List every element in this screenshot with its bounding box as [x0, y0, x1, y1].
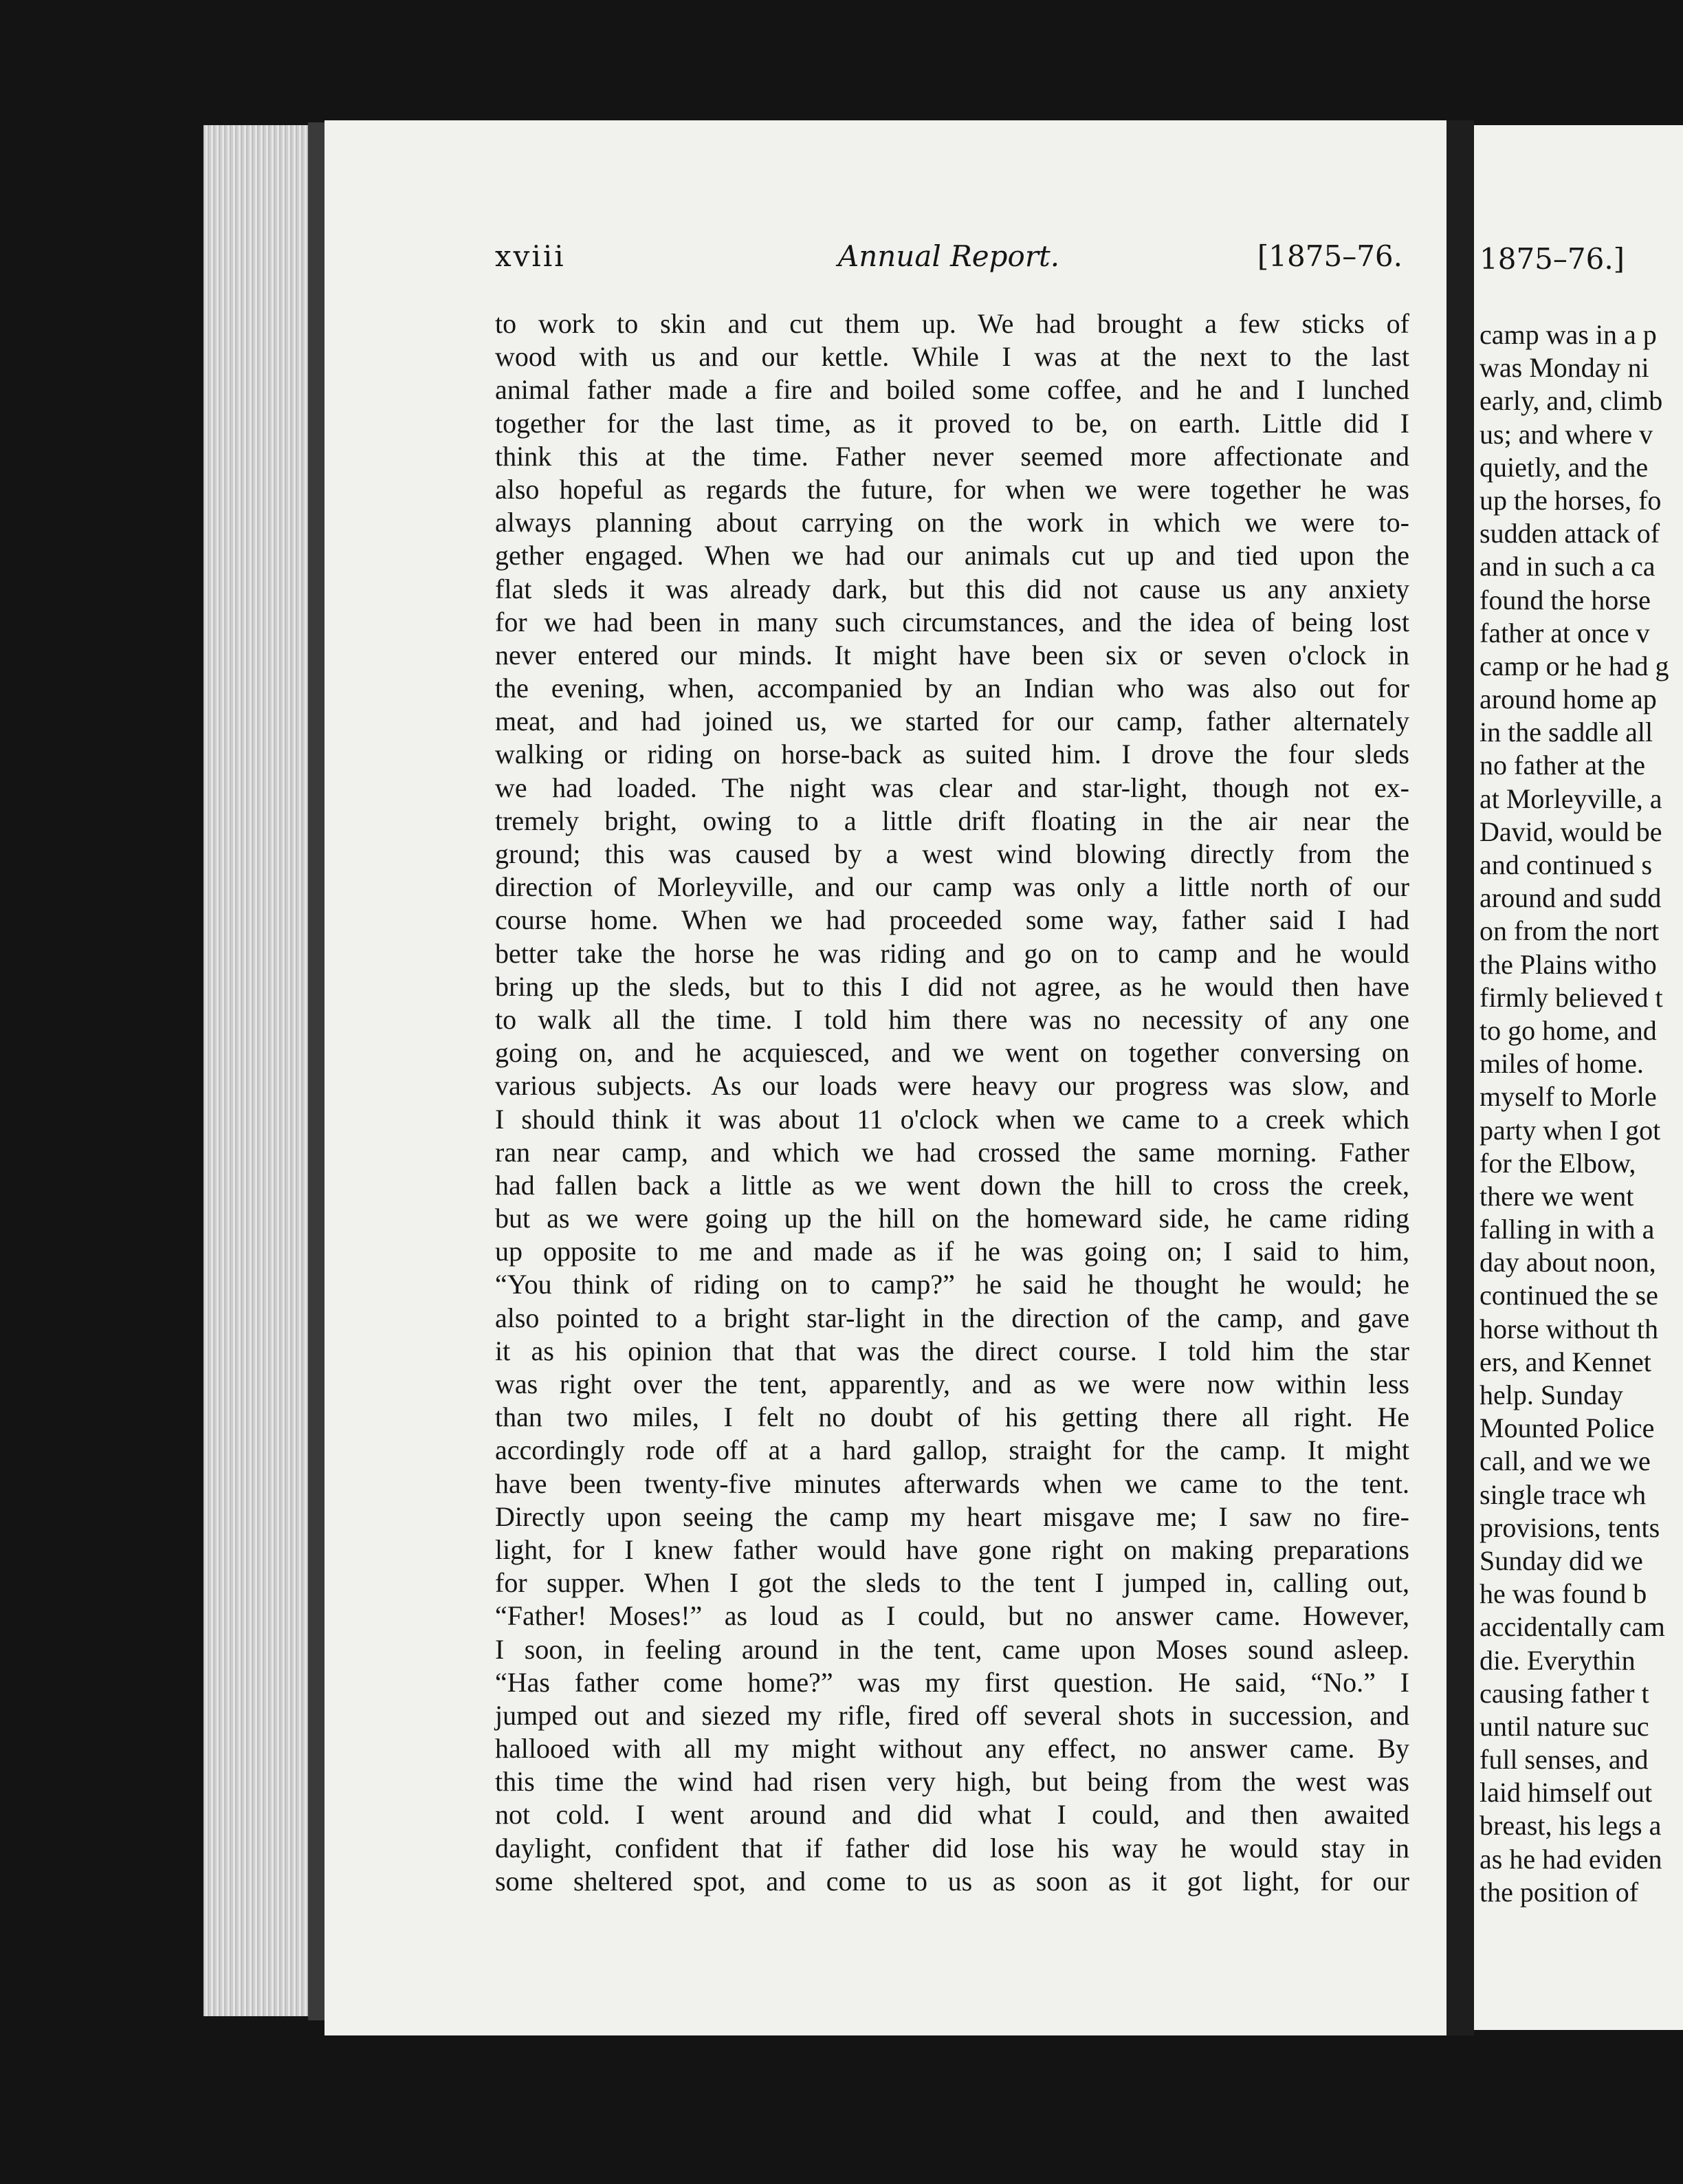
text-line: bring up the sleds, but to this I did not agree, as he would then have [495, 970, 1409, 1002]
text-line: provisions, tents [1480, 1511, 1660, 1543]
text-line: I should think it was about 11 o'clock when we came to a creek which [495, 1103, 1409, 1135]
text-line: course home. When we had proceeded some way, father said I had [495, 904, 1409, 936]
book-gutter [1446, 120, 1474, 2035]
text-line: on from the nort [1480, 915, 1660, 947]
text-line: laid himself out [1480, 1777, 1653, 1809]
text-line: falling in with a [1480, 1214, 1655, 1245]
text-line: the position of [1480, 1876, 1639, 1908]
text-line: call, and we we [1480, 1445, 1651, 1477]
text-line: there we went [1480, 1180, 1634, 1212]
text-line: causing father t [1480, 1677, 1649, 1709]
text-line: day about noon, [1480, 1247, 1656, 1278]
text-line: than two miles, I felt no doubt of his getting there all right. He [495, 1401, 1409, 1433]
text-line: full senses, and [1480, 1744, 1649, 1776]
left-page-header [495, 239, 1402, 281]
text-line: us; and where v [1480, 418, 1653, 450]
text-line: various subjects. As our loads were heavy our progress was slow, and [495, 1070, 1409, 1102]
text-line: also pointed to a bright star-light in the direction of the camp, and gave [495, 1302, 1409, 1333]
text-line: the evening, when, accompanied by an Indian who was also out for [495, 673, 1409, 704]
text-line: horse without th [1480, 1313, 1658, 1344]
text-line: think this at the time. Father never seemed more affectionate and [495, 440, 1409, 472]
year-range: [1875–76. [1257, 239, 1402, 273]
text-line: around home ap [1480, 684, 1657, 715]
text-line: light, for I knew father would have gone right on making preparations [495, 1533, 1409, 1565]
text-line: sudden attack of [1480, 518, 1660, 549]
text-line: myself to Morle [1480, 1081, 1657, 1113]
text-line: animal father made a fire and boiled some coffee, and he and I lunched [495, 374, 1409, 406]
text-line: never entered our minds. It might have been six or seven o'clock in [495, 639, 1409, 670]
text-line: die. Everythin [1480, 1644, 1636, 1676]
text-line: it as his opinion that that was the direct course. I told him the star [495, 1335, 1409, 1366]
text-line: ran near camp, and which we had crossed the same morning. Father [495, 1136, 1409, 1168]
text-line: as he had eviden [1480, 1843, 1662, 1875]
text-line: firmly believed t [1480, 981, 1663, 1013]
text-line: ground; this was caused by a west wind blowing directly from the [495, 838, 1409, 869]
text-line: accidentally cam [1480, 1611, 1665, 1643]
text-line: David, would be [1480, 816, 1662, 847]
text-line: for we had been in many such circumstances, and the idea of being lost [495, 606, 1409, 637]
text-line: I soon, in feeling around in the tent, came upon Moses sound asleep. [495, 1633, 1409, 1665]
page-number: xviii [495, 239, 566, 273]
text-line: was Monday ni [1480, 352, 1649, 384]
text-line: to work to skin and cut them up. We had brought a few sticks of [495, 308, 1409, 339]
text-line: camp or he had g [1480, 650, 1669, 681]
text-line: always planning about carrying on the work in which we were to- [495, 507, 1409, 538]
text-line: some sheltered spot, and come to us as soon as it got light, for our [495, 1865, 1409, 1897]
text-line: also hopeful as regards the future, for when we were together he was [495, 473, 1409, 505]
text-line: around and sudd [1480, 882, 1662, 914]
text-line: to go home, and [1480, 1014, 1657, 1046]
text-line: and in such a ca [1480, 551, 1656, 582]
text-line: father at once v [1480, 617, 1650, 648]
text-line: tremely bright, owing to a little drift floating in the air near the [495, 805, 1409, 836]
text-line: until nature suc [1480, 1710, 1649, 1742]
text-line: for the Elbow, [1480, 1147, 1636, 1179]
text-line: no father at the [1480, 750, 1645, 781]
text-line: early, and, climb [1480, 385, 1663, 417]
text-line: for supper. When I got the sleds to the tent I jumped in, calling out, [495, 1567, 1409, 1599]
text-line: up opposite to me and made as if he was going on; I said to him, [495, 1236, 1409, 1267]
text-line: “Father! Moses!” as loud as I could, but no answer came. However, [495, 1600, 1409, 1632]
text-line: miles of home. [1480, 1048, 1644, 1080]
text-line: we had loaded. The night was clear and star-light, though not ex- [495, 772, 1409, 803]
text-line: to walk all the time. I told him there was no necessity of any one [495, 1003, 1409, 1035]
text-line: direction of Morleyville, and our camp was only a little north of our [495, 871, 1409, 903]
text-line: meat, and had joined us, we started for our camp, father alternately [495, 706, 1409, 737]
text-line: breast, his legs a [1480, 1810, 1662, 1842]
text-line: have been twenty-five minutes afterwards when we came to the tent. [495, 1467, 1409, 1499]
text-line: Mounted Police [1480, 1412, 1655, 1444]
text-line: single trace wh [1480, 1478, 1647, 1510]
text-line: Directly upon seeing the camp my heart misgave me; I saw no fire- [495, 1500, 1409, 1532]
text-line: camp was in a p [1480, 319, 1657, 350]
text-line: Sunday did we [1480, 1544, 1643, 1576]
text-line: daylight, confident that if father did lose his way he would stay in [495, 1832, 1409, 1864]
text-line: jumped out and siezed my rifle, fired off several shots in succession, and [495, 1699, 1409, 1731]
text-line: found the horse [1480, 584, 1651, 615]
text-line: ers, and Kennet [1480, 1346, 1651, 1377]
text-line: walking or riding on horse-back as suited him. I drove the four sleds [495, 739, 1409, 770]
book-spine [308, 122, 324, 2020]
text-line: “You think of riding on to camp?” he said he thought he would; he [495, 1269, 1409, 1300]
text-line: wood with us and our kettle. While I was at the next to the last [495, 341, 1409, 373]
text-line: together for the last time, as it proved to be, on earth. Little did I [495, 407, 1409, 439]
text-line: at Morleyville, a [1480, 783, 1662, 814]
text-line: gether engaged. When we had our animals cut up and tied upon the [495, 540, 1409, 571]
text-line: up the horses, fo [1480, 484, 1662, 516]
text-line: help. Sunday [1480, 1379, 1623, 1410]
text-line: accordingly rode off at a hard gallop, straight for the camp. It might [495, 1434, 1409, 1466]
right-page-year-range: 1875–76.] [1480, 242, 1625, 276]
text-line: quietly, and the [1480, 451, 1649, 483]
text-line: “Has father come home?” was my first question. He said, “No.” I [495, 1666, 1409, 1698]
text-line: this time the wind had risen very high, but being from the west was [495, 1766, 1409, 1798]
running-title: Annual Report. [837, 239, 1060, 273]
text-line: party when I got [1480, 1114, 1661, 1146]
text-line: and continued s [1480, 849, 1653, 880]
right-page-body [1480, 318, 1683, 1909]
text-line: better take the horse he was riding and go on to camp and he would [495, 937, 1409, 969]
text-line: continued the se [1480, 1280, 1658, 1311]
text-line: he was found b [1480, 1578, 1647, 1610]
text-line: hallooed with all my might without any effect, no answer came. By [495, 1733, 1409, 1765]
text-line: was right over the tent, apparently, and as we were now within less [495, 1368, 1409, 1399]
left-page-body [495, 307, 1409, 1898]
text-line: but as we were going up the hill on the homeward side, he came riding [495, 1203, 1409, 1234]
text-line: the Plains witho [1480, 948, 1657, 980]
text-line: not cold. I went around and did what I could, and then awaited [495, 1799, 1409, 1831]
page-edge-stack [204, 125, 308, 2016]
text-line: in the saddle all [1480, 717, 1653, 748]
text-line: going on, and he acquiesced, and we went on together conversing on [495, 1037, 1409, 1069]
text-line: flat sleds it was already dark, but this did not cause us any anxiety [495, 573, 1409, 604]
text-line: had fallen back a little as we went down the hill to cross the creek, [495, 1169, 1409, 1201]
